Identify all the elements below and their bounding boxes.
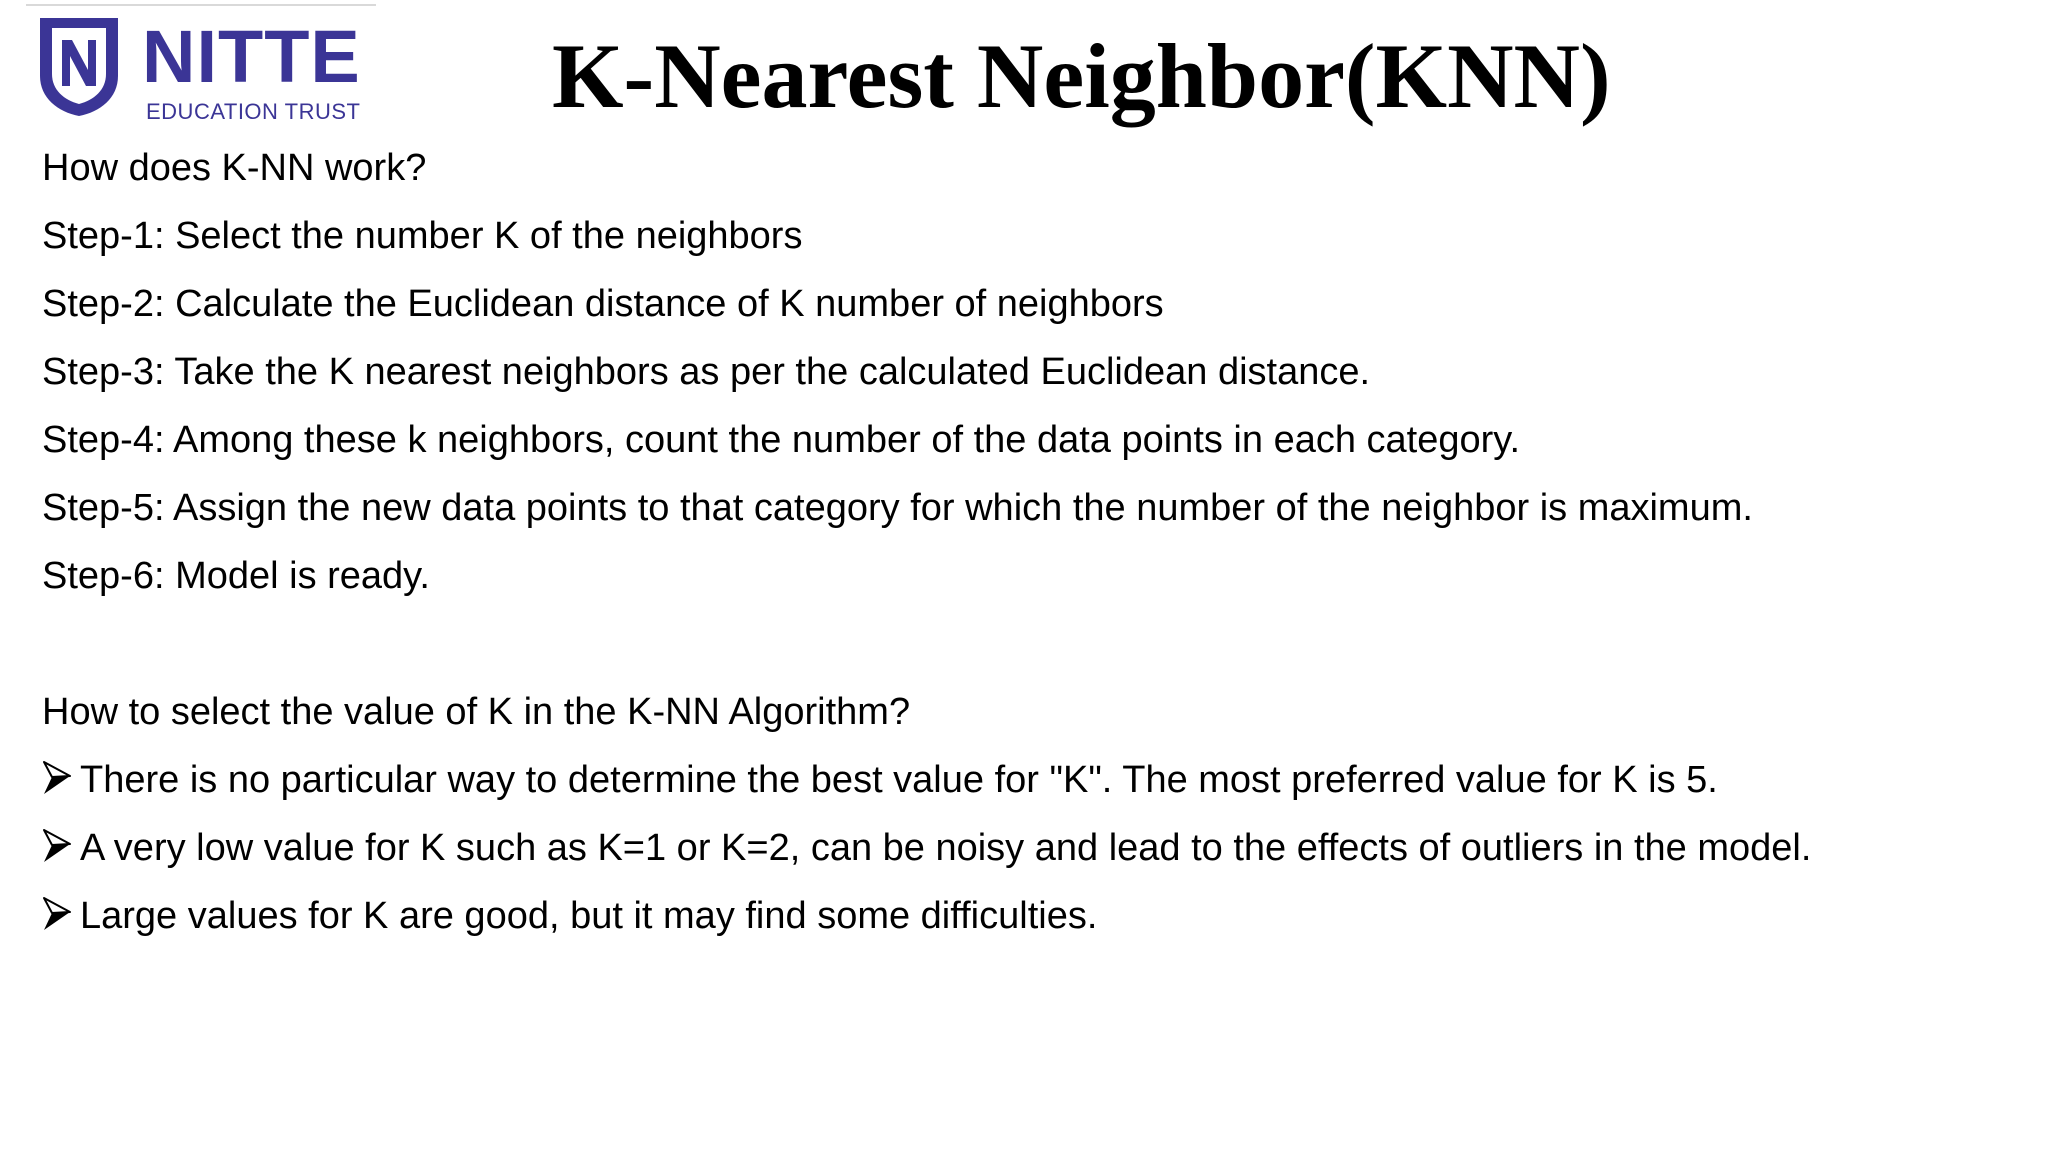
bullet-item [42,746,2002,814]
arrowhead-bullet-icon [42,896,72,932]
bullet-text: A very low value for K such as K=1 or K=2, can be noisy and lead to the effects of outliers in the model. [80,827,1812,869]
step-line: Step-2: Calculate the Euclidean distance of K number of neighbors [42,283,1164,325]
arrowhead-bullet-icon [42,760,72,796]
logo-subtitle: EDUCATION TRUST [146,99,361,124]
slide-content [42,134,2002,950]
step-line: Step-5: Assign the new data points to that category for which the number of the neighbor is maximum. [42,487,1753,529]
slide-title: K-Nearest Neighbor(KNN) [552,25,1611,127]
section-heading-select-k: How to select the value of K in the K-NN Algorithm? [42,691,911,733]
step-line: Step-6: Model is ready. [42,555,430,597]
step-line: Step-1: Select the number K of the neighbors [42,215,803,257]
nitte-logo [26,4,376,132]
section-heading-how-knn-works: How does K-NN work? [42,147,427,189]
step-line: Step-3: Take the K nearest neighbors as per the calculated Euclidean distance. [42,351,1371,393]
logo-wordmark: NITTE [142,15,361,98]
bullet-item [42,882,2002,950]
step-line: Step-4: Among these k neighbors, count the number of the data points in each category. [42,419,1521,461]
blank-line [42,610,2002,678]
nitte-shield-logo-icon [36,14,122,118]
arrowhead-bullet-icon [42,828,72,864]
bullet-text: Large values for K are good, but it may find some difficulties. [80,895,1098,937]
bullet-item [42,814,2002,882]
bullet-text: There is no particular way to determine the best value for "K". The most preferred value for K is 5. [80,759,1718,801]
